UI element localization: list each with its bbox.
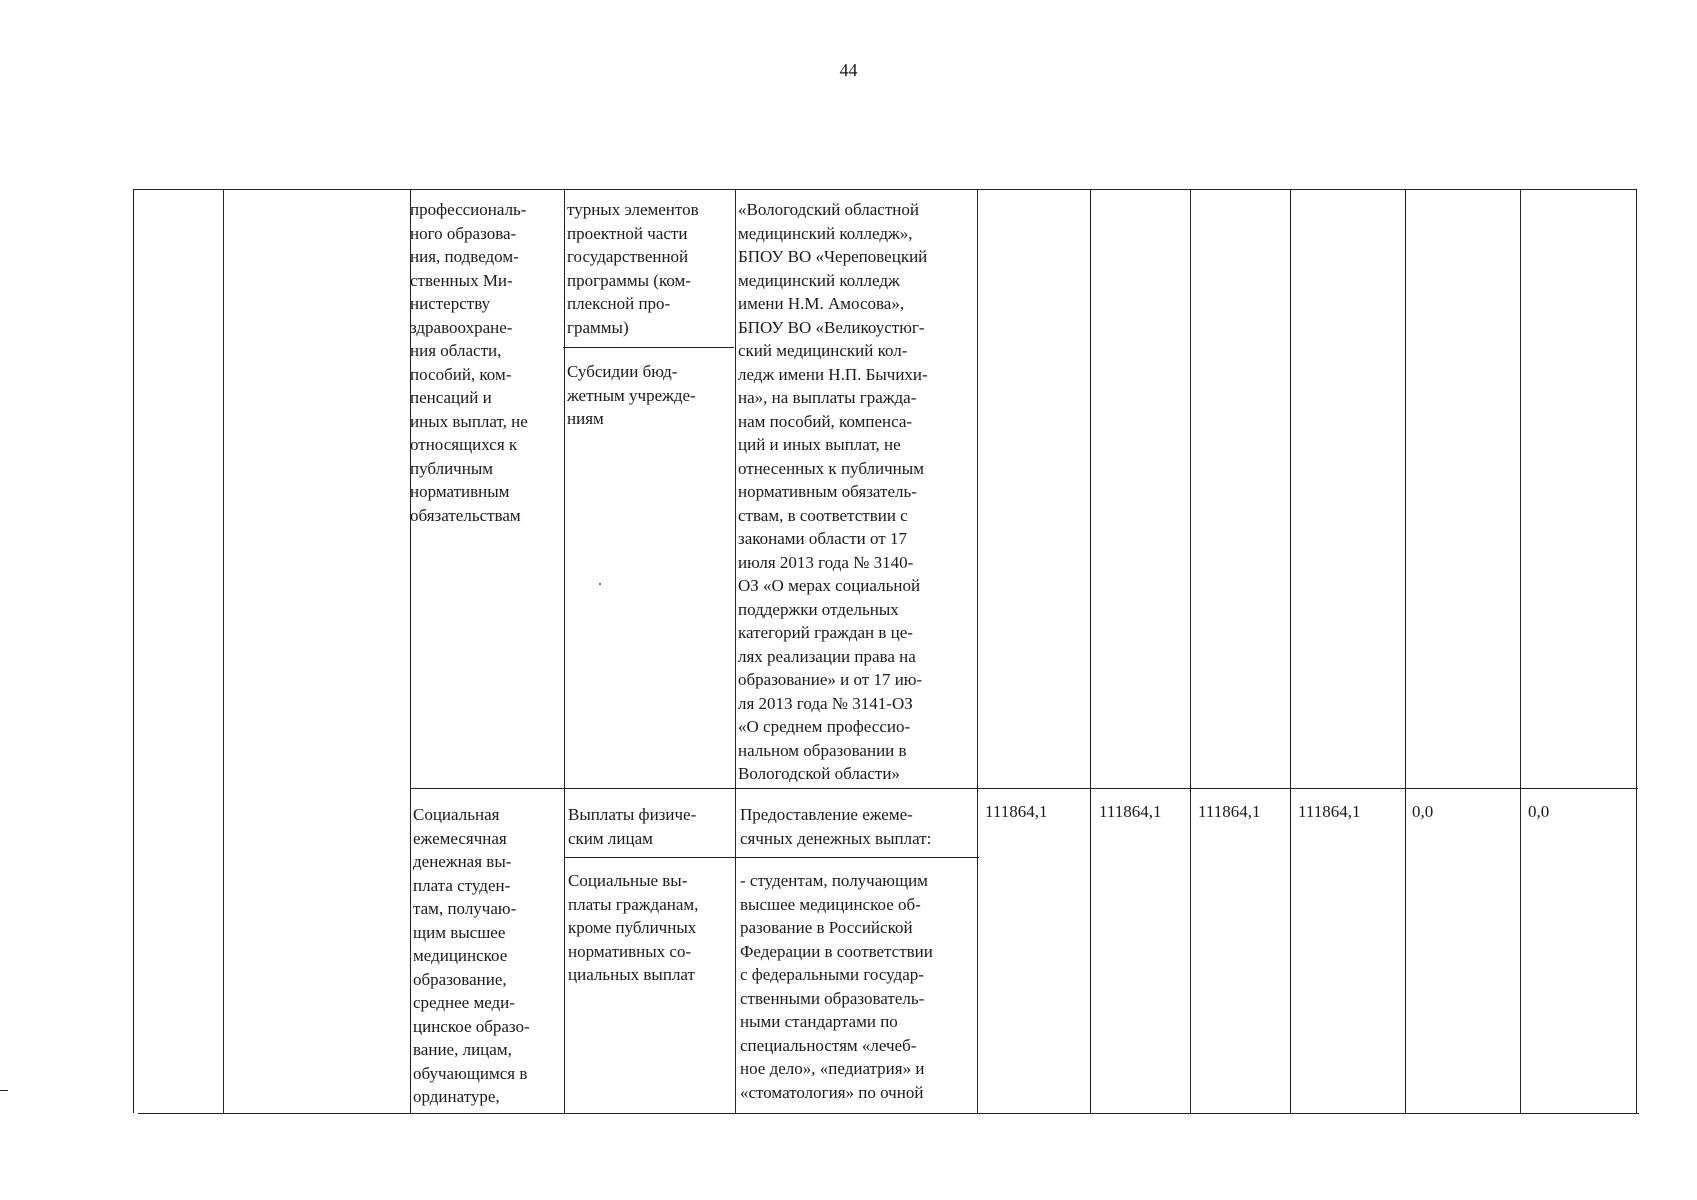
col-border-7 [1190,189,1191,1113]
col-border-8 [1290,189,1291,1113]
row1-expense-type-bottom: Субсидии бюд- жетным учрежде- ниям [567,362,696,428]
col-border-4 [735,189,736,1113]
table-top-border [133,189,1636,190]
col45-divider-row2 [565,857,979,858]
row2-purpose-top: Предоставление ежеме- сячных денежных выплат: [740,805,932,848]
row1-description: профессиональ- ного образова- ния, подведом- ственных Ми- нистерству здравоохране- ния области, пособий, ком- пенсаций и иных выплат, не относящихся к публичным нормативным обязательствам [410,200,528,525]
row-divider [410,788,1638,789]
row1-legal-basis: «Вологодский областной медицинский колледж», БПОУ ВО «Череповецкий медицинский колледж имени Н.М. Амосова», БПОУ ВО «Великоустюг- ский медицинский кол- ледж имени Н.П. Бычихи- на», на выплаты гражда- нам пособий, компенса- ций и иных выплат, не отнесенных к публичным нормативным обязатель- ствам, в соответствии с законами области от 17 июля 2013 года № 3140- ОЗ «О мерах социальной поддержки отдельных категорий граждан в це- лях реализации права на образование» и от 17 ию- ля 2013 года № 3141-ОЗ «О среднем профессио- нальном образовании в Вологодской области» [738,200,928,783]
row2-expense-type-bottom: Социальные вы- платы гражданам, кроме публичных нормативных со- циальных выплат [568,871,699,984]
col-border-11 [1636,189,1637,1113]
row2-purpose-bottom: - студентам, получающим высшее медицинское об- разование в Российской Федерации в соответствии с федеральными государ- ственными образователь- ными стандартами по специальностям «лечеб- ное дело», «педиатрия» и «стоматология» по очной [740,871,933,1102]
row2-value-6: 0,0 [1528,802,1550,821]
table-bottom-border [138,1113,1639,1114]
row2-description: Социальная ежемесячная денежная вы- плата студен- там, получаю- щим высшее медицинское образование, среднее меди- цинское образо- вание, лицам, обучающимся в ординатуре, [413,805,530,1106]
col-border-1 [223,189,224,1113]
scan-speck [599,583,601,585]
page-number: 44 [839,60,858,80]
row2-value-4: 111864,1 [1298,802,1361,821]
row2-value-5: 0,0 [1412,802,1434,821]
col4-divider-row1 [563,347,734,348]
row2-expense-type-top: Выплаты физиче- ским лицам [568,805,697,848]
margin-mark [0,1090,8,1091]
col-border-3 [564,189,565,1113]
col-border-10 [1520,189,1521,1113]
col-border-0 [133,189,134,1113]
row2-value-1: 111864,1 [985,802,1048,821]
col-border-9 [1405,189,1406,1113]
row2-value-3: 111864,1 [1198,802,1261,821]
col-border-5 [977,189,978,1113]
row2-value-2: 111864,1 [1099,802,1162,821]
col-border-6 [1090,189,1091,1113]
row1-expense-type-top: турных элементов проектной части государственной программы (ком- плексной про- граммы) [567,200,699,337]
